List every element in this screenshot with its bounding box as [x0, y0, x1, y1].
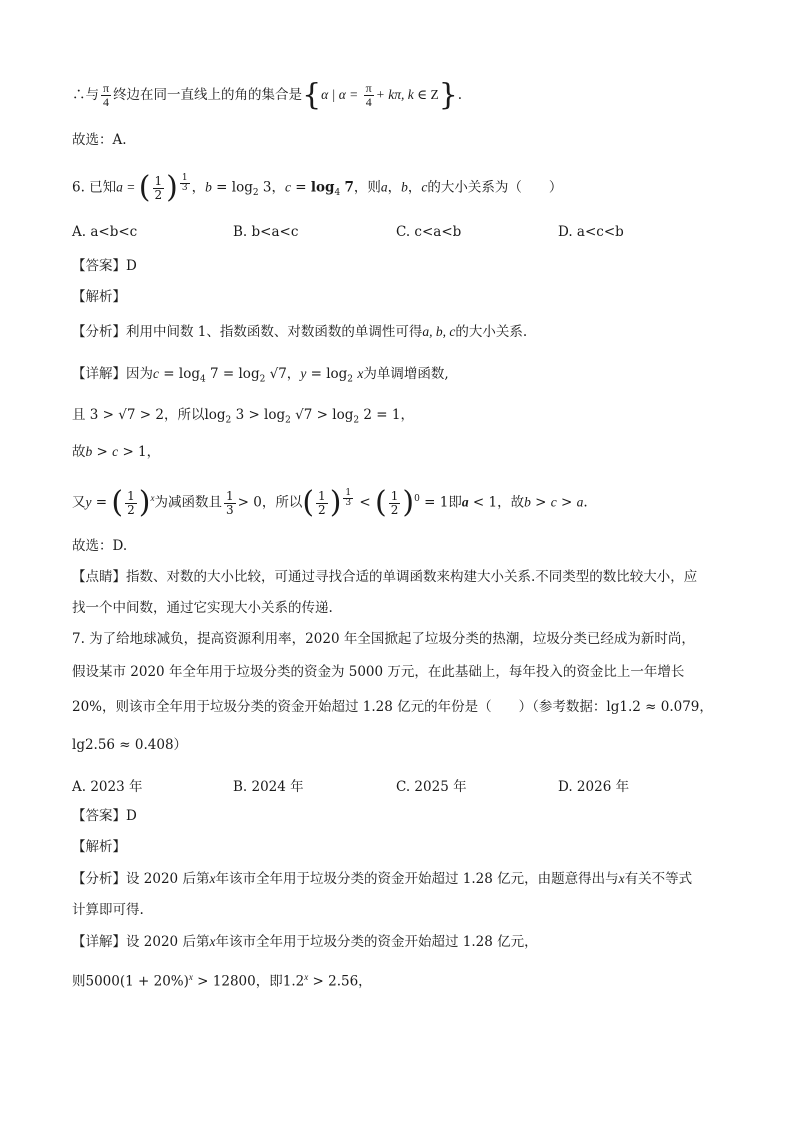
question-7-line-1: 7. 为了给地球减负，提高资源利用率，2020 年全国掀起了垃圾分类的热潮，垃圾分类已经成为新时尚， [72, 631, 695, 647]
text: 的大小关系为（ ） [427, 179, 563, 196]
detail-7: 【详解】设 2020 后第x年该市全年用于垃圾分类的资金开始超过 1.28 亿元， [72, 934, 538, 950]
analysis-6-heading: 【解析】 [72, 289, 126, 305]
answer-6: 【答案】D [72, 258, 137, 274]
text: 20%，则该市全年用于垃圾分类的资金开始超过 1.28 亿元的年份是（ ）（参考数据： [72, 699, 607, 715]
analysis-7-line-2: 计算即可得. [72, 902, 144, 918]
option-b: B. b<a<c [233, 224, 299, 240]
remark-6-line-2: 找一个中间数，通过它实现大小关系的传递. [72, 600, 333, 616]
question-6-stem: 6. 已知a = ( $\frac{1}{2}$ ) $^{\frac{1}{3}}$ ，$b = \log_2 3$，$c = \log_4 7$，则a，b，c的大小关系为（ ） [72, 170, 563, 205]
option-a: A. a<b<c [72, 224, 138, 240]
detail-6-step-3: 故b > c > 1， [72, 444, 161, 460]
text: 年该市全年用于垃圾分类的资金开始超过 1.28 亿元， [215, 934, 538, 950]
text: 又 [72, 494, 86, 511]
option-a: A. 2023 年 [72, 779, 143, 795]
detail-7-step-2: 则$5000(1 + 20\%)^x > 12800$，即$1.2^x > 2.56$， [72, 972, 372, 990]
text: 【详解】设 2020 后第 [72, 934, 210, 950]
text: ，所以 [163, 407, 205, 423]
choice-line-6: 故选：D. [72, 538, 128, 554]
text: ，则 [353, 179, 381, 196]
text: 【详解】因为 [72, 366, 153, 382]
text: 有关不等式 [624, 871, 693, 887]
text: 为单调增函数, [363, 366, 449, 382]
detail-6: 【详解】因为$c = \log_4 7 = \log_2 √7$，$y = \log_2 x$为单调增函数, [72, 366, 449, 385]
answer-7: 【答案】D [72, 808, 137, 824]
text: 6. 已知 [72, 179, 117, 196]
option-d: D. 2026 年 [558, 779, 630, 795]
analysis-6: 【分析】利用中间数 1、指数函数、对数函数的单调性可得a, b, c的大小关系. [72, 324, 528, 340]
question-7-line-3 [72, 697, 713, 717]
text: 且 [72, 407, 86, 423]
text: ， [358, 973, 372, 990]
text: 则 [72, 973, 86, 990]
remark-6-line-1: 【点睛】指数、对数的大小比较，可通过寻找合适的单调函数来构建大小关系.不同类型的数比较大小，应 [72, 569, 698, 585]
option-c: C. 2025 年 [396, 779, 467, 795]
text: 即 [448, 494, 462, 511]
option-d: D. a<c<b [558, 224, 624, 240]
text: 【分析】利用中间数 1、指数函数、对数函数的单调性可得 [72, 324, 423, 340]
text: 终边在同一直线上的角的集合是 [113, 87, 303, 103]
detail-6-step-2: 且 3 > √7 > 2，所以$\log_2 3 > \log_2 √7 > \log_2 2 = 1$， [72, 407, 414, 426]
text: ，故 [497, 494, 525, 511]
text: ，即 [255, 973, 283, 990]
conclusion-line: ∴与 $\frac{\pi}{4}$ 终边在同一直线上的角的集合是{α | α = $\frac{\pi}{4}$ + kπ, k ∈ Z}. [72, 77, 463, 113]
option-b: B. 2024 年 [233, 779, 304, 795]
text: 年该市全年用于垃圾分类的资金开始超过 1.28 亿元，由题意得出与 [215, 871, 619, 887]
question-7-line-4: lg2.56 ≈ 0.408） [72, 737, 188, 753]
analysis-7-line-1: 【分析】设 2020 后第x年该市全年用于垃圾分类的资金开始超过 1.28 亿元，由题意得出与x有关不等式 [72, 871, 693, 887]
text: ，所以 [261, 494, 303, 511]
reference-data-1: lg1.2 ≈ 0.079， [606, 699, 713, 715]
choice-line: 故选：A. [72, 132, 127, 148]
text: ∴与 [72, 87, 99, 103]
text: 的大小关系. [455, 324, 528, 340]
analysis-7-heading: 【解析】 [72, 839, 126, 855]
fraction: $\frac{\pi}{4}$ [103, 81, 110, 109]
text: 【分析】设 2020 后第 [72, 871, 210, 887]
set-formula: α | α = $\frac{\pi}{4}$ + kπ, k ∈ Z [321, 81, 439, 110]
text: 故 [72, 444, 86, 460]
option-c: C. c<a<b [396, 224, 462, 240]
detail-6-step-4: 又y = ( $\frac{1}{2}$ )$^x$为减函数且 $\frac{1}{3}$ > 0，所以( $\frac{1}{2}$ ) $^{\frac{1}{3}}$ < ( $\frac{1}{2}$ )$^0$ = 1即a < 1，故b > c > a. [72, 485, 588, 520]
text: 为减函数且 [154, 494, 222, 511]
question-7-line-2: 假设某市 2020 年全年用于垃圾分类的资金为 5000 万元，在此基础上，每年投入的资金比上一年增长 [72, 664, 685, 680]
